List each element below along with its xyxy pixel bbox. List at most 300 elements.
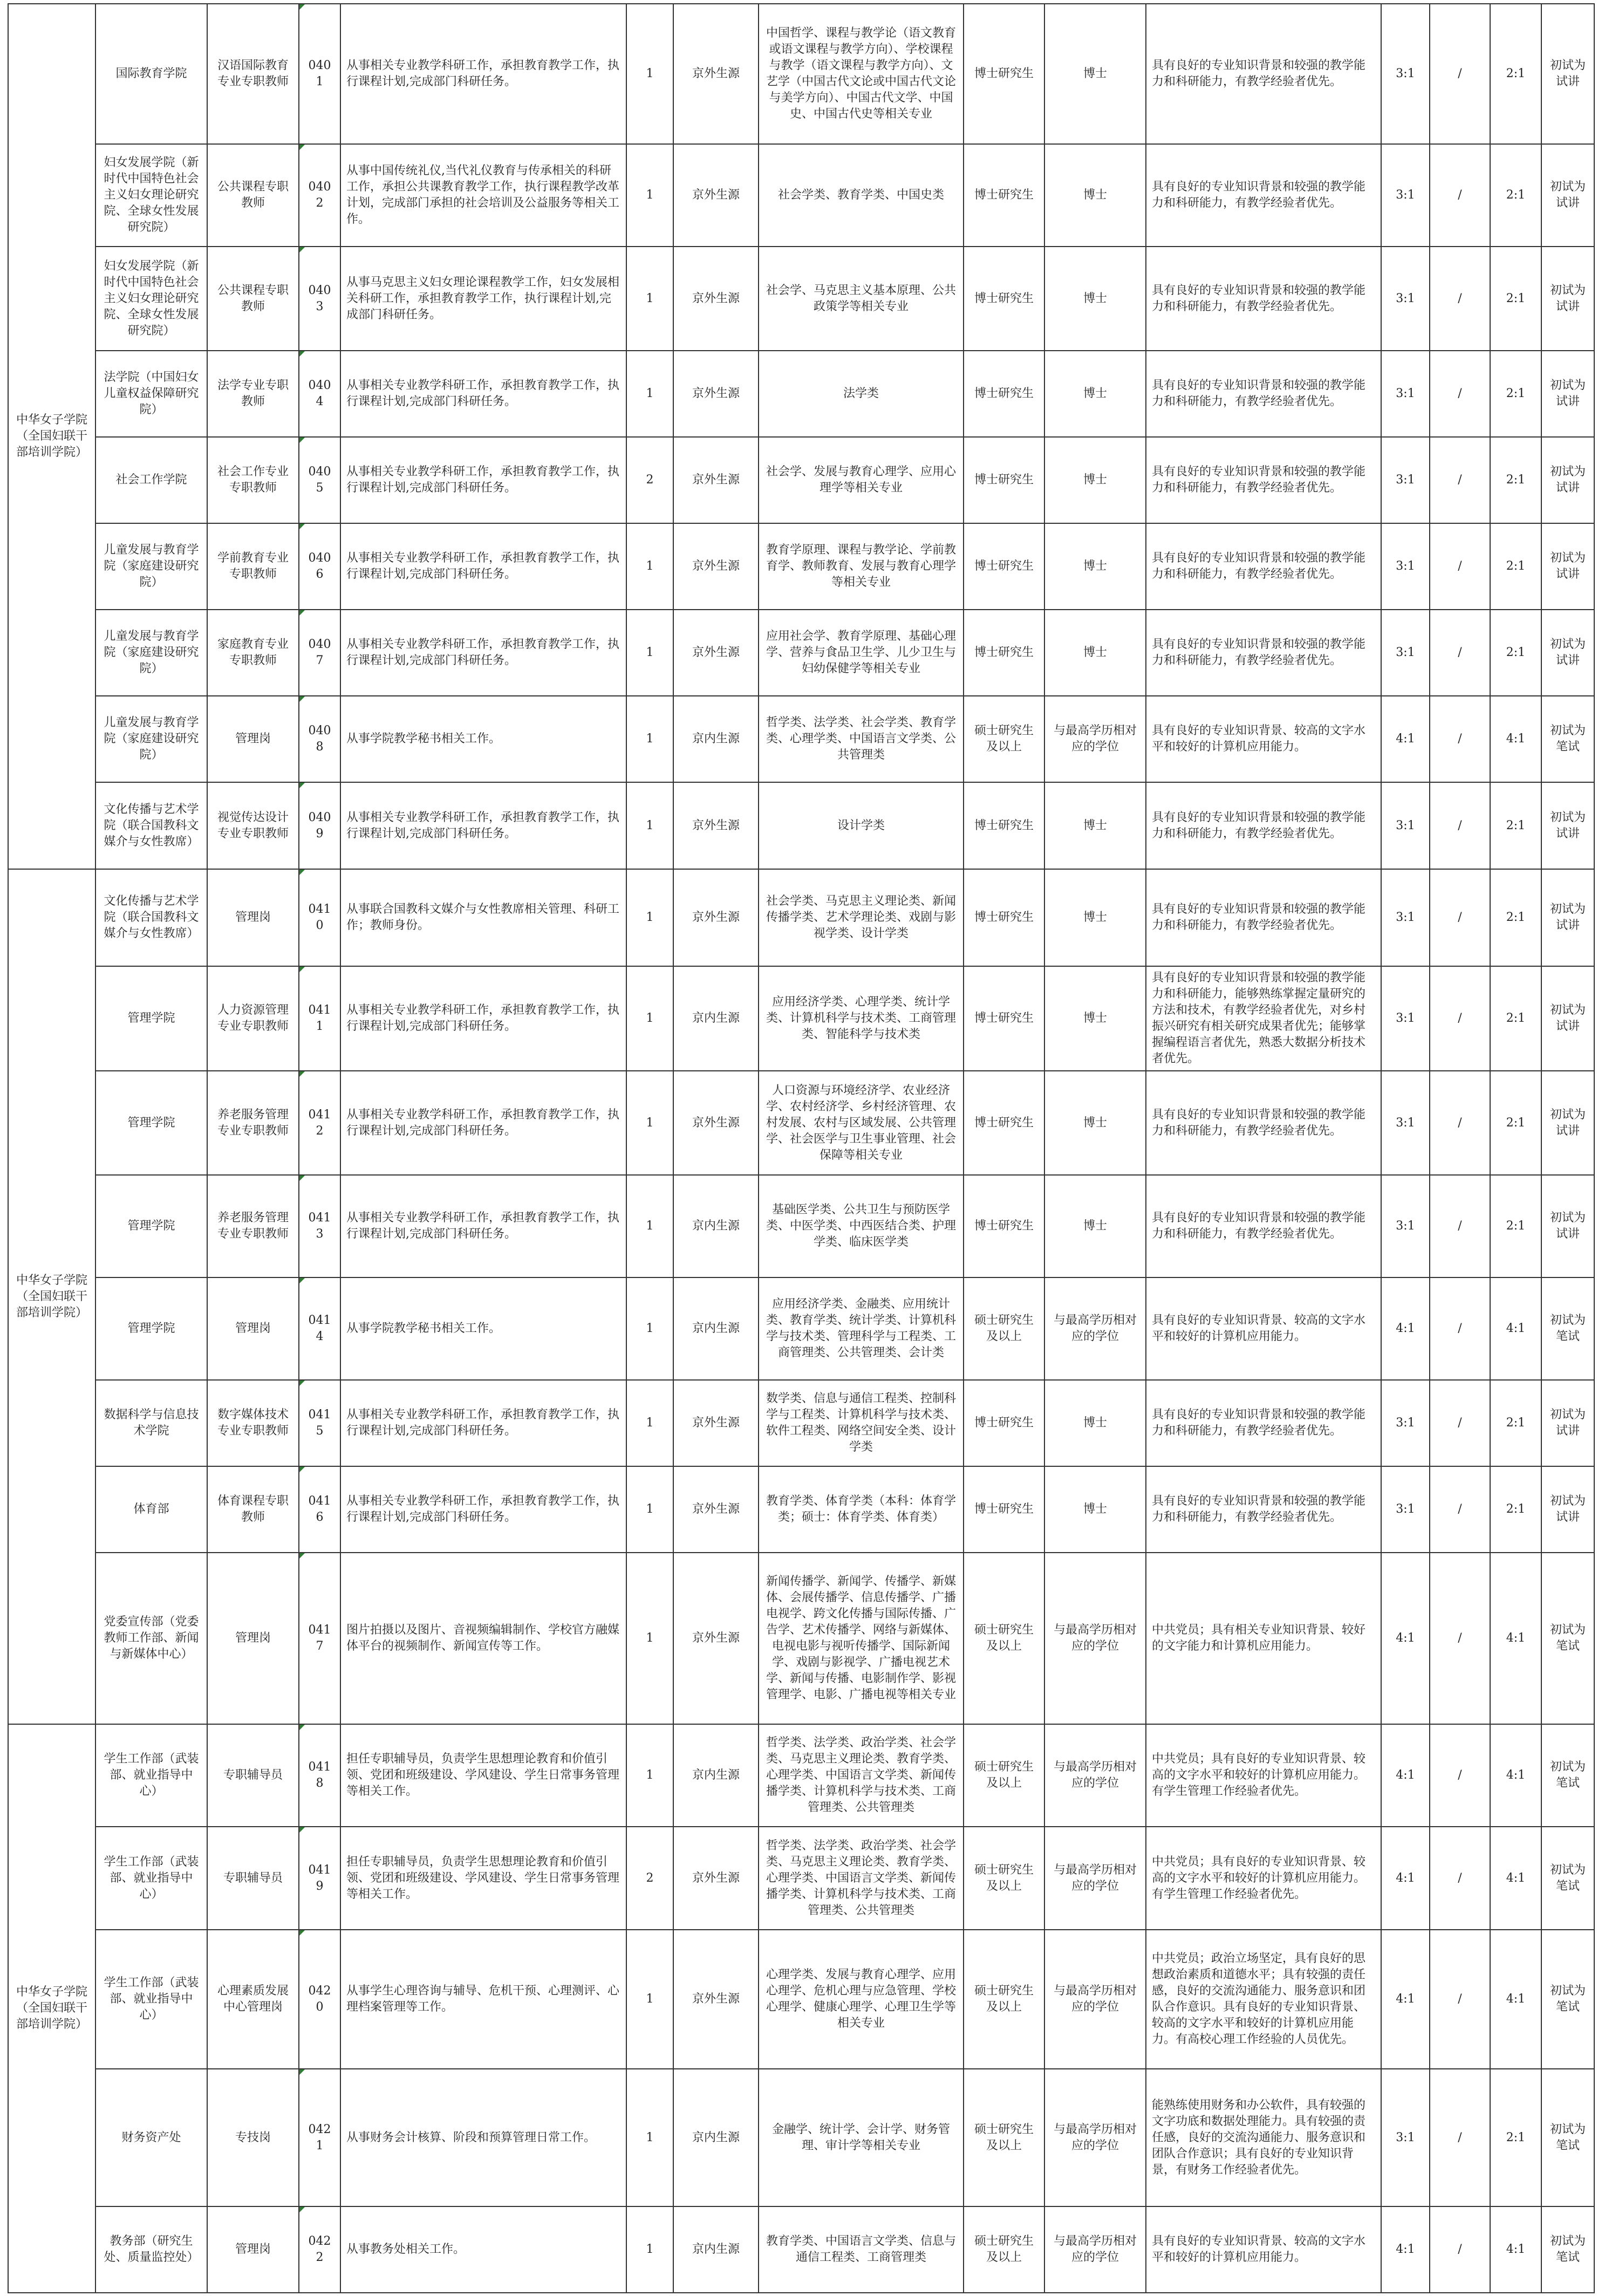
dept-cell: 教务部（研究生处、质量监控处）	[95, 2206, 207, 2293]
ratio-3-cell: 2:1	[1490, 351, 1541, 437]
dept-cell: 法学院（中国妇女儿童权益保障研究院）	[95, 351, 207, 437]
table-row	[8, 1277, 1594, 1380]
major-cell: 数学类、信息与通信工程类、控制科学与工程类、计算机科学与技术类、软件工程类、网络空间安全类、设计学类	[759, 1380, 964, 1466]
major-cell: 社会学类、教育学类、中国史类	[759, 144, 964, 247]
ratio-1-cell: 3:1	[1381, 1380, 1430, 1466]
post-code-cell: 0412	[299, 1071, 340, 1175]
post-cell: 社会工作专业专职教师	[207, 437, 299, 523]
major-cell: 基础医学类、公共卫生与预防医学类、中医学类、中西医结合类、护理学类、临床医学类	[759, 1175, 964, 1277]
headcount-cell: 1	[626, 696, 673, 782]
exam-method-cell: 初试为笔试	[1541, 1277, 1594, 1380]
exam-method-cell: 初试为试讲	[1541, 144, 1594, 247]
requirements-cell: 具有良好的专业知识背景和较强的教学能力和科研能力，有教学经验者优先。	[1146, 523, 1381, 610]
degree-cell: 博士	[1044, 610, 1146, 696]
table-row	[8, 966, 1594, 1071]
post-cell: 汉语国际教育专业专职教师	[207, 4, 299, 144]
ratio-3-cell: 2:1	[1490, 1071, 1541, 1175]
exam-method-cell: 初试为笔试	[1541, 2206, 1594, 2293]
duty-cell: 从事相关专业教学科研工作，承担教育教学工作，执行课程计划,完成部门科研任务。	[340, 1175, 626, 1277]
degree-cell: 博士	[1044, 523, 1146, 610]
ratio-3-cell: 2:1	[1490, 1380, 1541, 1466]
major-cell: 法学类	[759, 351, 964, 437]
exam-method-cell: 初试为试讲	[1541, 1175, 1594, 1277]
headcount-cell: 1	[626, 610, 673, 696]
major-cell: 教育学类、体育学类（本科：体育学类；硕士：体育学类、体育类）	[759, 1466, 964, 1553]
institution-cell: 中华女子学院（全国妇联干部培训学院）	[8, 869, 95, 1724]
source-cell: 京外生源	[673, 1380, 759, 1466]
post-cell: 法学专业专职教师	[207, 351, 299, 437]
education-cell: 博士研究生	[964, 869, 1044, 966]
post-code-cell: 0414	[299, 1277, 340, 1380]
duty-cell: 从事联合国教科文媒介与女性教席相关管理、科研工作；教师身份。	[340, 869, 626, 966]
headcount-cell: 1	[626, 523, 673, 610]
post-code-cell: 0408	[299, 696, 340, 782]
table-row	[8, 144, 1594, 247]
degree-cell: 与最高学历相对应的学位	[1044, 1724, 1146, 1827]
requirements-cell: 中共党员；具有相关专业知识背景、较好的文字能力和计算机应用能力。	[1146, 1553, 1381, 1724]
post-cell: 人力资源管理专业专职教师	[207, 966, 299, 1071]
degree-cell: 博士	[1044, 144, 1146, 247]
major-cell: 哲学类、法学类、社会学类、教育学类、心理学类、中国语言文学类、公共管理类	[759, 696, 964, 782]
duty-cell: 从事相关专业教学科研工作，承担教育教学工作，执行课程计划,完成部门科研任务。	[340, 1466, 626, 1553]
degree-cell: 博士	[1044, 782, 1146, 869]
source-cell: 京外生源	[673, 1466, 759, 1553]
requirements-cell: 具有良好的专业知识背景和较强的教学能力和科研能力，有教学经验者优先。	[1146, 782, 1381, 869]
duty-cell: 担任专职辅导员，负责学生思想理论教育和价值引领、党团和班级建设、学风建设、学生日常事务管理等相关工作。	[340, 1827, 626, 1930]
ratio-3-cell: 2:1	[1490, 782, 1541, 869]
degree-cell: 博士	[1044, 1175, 1146, 1277]
ratio-3-cell: 4:1	[1490, 1724, 1541, 1827]
post-code-cell: 0419	[299, 1827, 340, 1930]
post-code-cell: 0417	[299, 1553, 340, 1724]
degree-cell: 博士	[1044, 351, 1146, 437]
degree-cell: 与最高学历相对应的学位	[1044, 1277, 1146, 1380]
dept-cell: 妇女发展学院（新时代中国特色社会主义妇女理论研究院、全球女性发展研究院）	[95, 247, 207, 351]
post-code-cell: 0404	[299, 351, 340, 437]
education-cell: 博士研究生	[964, 247, 1044, 351]
ratio-1-cell: 3:1	[1381, 247, 1430, 351]
exam-method-cell: 初试为试讲	[1541, 1071, 1594, 1175]
dept-cell: 儿童发展与教育学院（家庭建设研究院）	[95, 696, 207, 782]
headcount-cell: 1	[626, 2206, 673, 2293]
post-code-cell: 0401	[299, 4, 340, 144]
source-cell: 京外生源	[673, 782, 759, 869]
exam-method-cell: 初试为试讲	[1541, 966, 1594, 1071]
ratio-2-cell: /	[1430, 610, 1490, 696]
source-cell: 京外生源	[673, 523, 759, 610]
post-code-cell: 0411	[299, 966, 340, 1071]
ratio-3-cell: 2:1	[1490, 437, 1541, 523]
ratio-1-cell: 3:1	[1381, 1466, 1430, 1553]
major-cell: 应用社会学、教育学原理、基础心理学、营养与食品卫生学、儿少卫生与妇幼保健学等相关专业	[759, 610, 964, 696]
table-row	[8, 1071, 1594, 1175]
post-cell: 专技岗	[207, 2069, 299, 2206]
ratio-3-cell: 2:1	[1490, 4, 1541, 144]
post-cell: 体育课程专职教师	[207, 1466, 299, 1553]
duty-cell: 从事相关专业教学科研工作，承担教育教学工作，执行课程计划,完成部门科研任务。	[340, 966, 626, 1071]
duty-cell: 从事相关专业教学科研工作，承担教育教学工作，执行课程计划,完成部门科研任务。	[340, 351, 626, 437]
requirements-cell: 具有良好的专业知识背景、较高的文字水平和较好的计算机应用能力。	[1146, 2206, 1381, 2293]
requirements-cell: 中共党员；具有良好的专业知识背景、较高的文字水平和较好的计算机应用能力。有学生管理工作经验者优先。	[1146, 1827, 1381, 1930]
post-code-cell: 0407	[299, 610, 340, 696]
exam-method-cell: 初试为试讲	[1541, 523, 1594, 610]
post-code-cell: 0413	[299, 1175, 340, 1277]
requirements-cell: 具有良好的专业知识背景和较强的教学能力和科研能力，有教学经验者优先。	[1146, 144, 1381, 247]
post-code-cell: 0405	[299, 437, 340, 523]
ratio-1-cell: 3:1	[1381, 437, 1430, 523]
source-cell: 京外生源	[673, 1930, 759, 2069]
ratio-3-cell: 2:1	[1490, 1175, 1541, 1277]
exam-method-cell: 初试为笔试	[1541, 1827, 1594, 1930]
major-cell: 新闻传播学、新闻学、传播学、新媒体、会展传播学、信息传播学、广播电视学、跨文化传播与国际传播、广告学、艺术传播学、网络与新媒体、电视电影与视听传播学、国际新闻学、戏剧与影视学、广播电视艺术学、新闻与传播、电影制作学、影视管理学、电影、广播电视等相关专业	[759, 1553, 964, 1724]
ratio-2-cell: /	[1430, 869, 1490, 966]
ratio-2-cell: /	[1430, 523, 1490, 610]
duty-cell: 从事相关专业教学科研工作，承担教育教学工作，执行课程计划,完成部门科研任务。	[340, 610, 626, 696]
ratio-2-cell: /	[1430, 1175, 1490, 1277]
duty-cell: 从事相关专业教学科研工作，承担教育教学工作，执行课程计划,完成部门科研任务。	[340, 523, 626, 610]
degree-cell: 博士	[1044, 966, 1146, 1071]
post-cell: 管理岗	[207, 2206, 299, 2293]
dept-cell: 管理学院	[95, 1071, 207, 1175]
duty-cell: 从事学院教学秘书相关工作。	[340, 1277, 626, 1380]
ratio-2-cell: /	[1430, 696, 1490, 782]
ratio-2-cell: /	[1430, 144, 1490, 247]
ratio-1-cell: 4:1	[1381, 2206, 1430, 2293]
ratio-2-cell: /	[1430, 782, 1490, 869]
degree-cell: 博士	[1044, 1380, 1146, 1466]
ratio-3-cell: 2:1	[1490, 1466, 1541, 1553]
major-cell: 社会学、发展与教育心理学、应用心理学等相关专业	[759, 437, 964, 523]
ratio-1-cell: 4:1	[1381, 1930, 1430, 2069]
ratio-1-cell: 3:1	[1381, 523, 1430, 610]
dept-cell: 学生工作部（武装部、就业指导中心）	[95, 1724, 207, 1827]
dept-cell: 学生工作部（武装部、就业指导中心）	[95, 1827, 207, 1930]
headcount-cell: 1	[626, 1380, 673, 1466]
ratio-2-cell: /	[1430, 4, 1490, 144]
exam-method-cell: 初试为笔试	[1541, 696, 1594, 782]
headcount-cell: 1	[626, 1466, 673, 1553]
ratio-3-cell: 2:1	[1490, 610, 1541, 696]
source-cell: 京内生源	[673, 2069, 759, 2206]
headcount-cell: 2	[626, 1827, 673, 1930]
post-code-cell: 0409	[299, 782, 340, 869]
degree-cell: 博士	[1044, 1071, 1146, 1175]
recruitment-table	[8, 3, 1595, 2293]
ratio-2-cell: /	[1430, 966, 1490, 1071]
education-cell: 硕士研究生及以上	[964, 1553, 1044, 1724]
education-cell: 硕士研究生及以上	[964, 1827, 1044, 1930]
post-cell: 数字媒体技术专业专职教师	[207, 1380, 299, 1466]
requirements-cell: 具有良好的专业知识背景和较强的教学能力和科研能力，有教学经验者优先。	[1146, 610, 1381, 696]
dept-cell: 党委宣传部（党委教师工作部、新闻与新媒体中心）	[95, 1553, 207, 1724]
post-cell: 家庭教育专业专职教师	[207, 610, 299, 696]
headcount-cell: 2	[626, 437, 673, 523]
post-cell: 管理岗	[207, 1277, 299, 1380]
table-row	[8, 437, 1594, 523]
exam-method-cell: 初试为试讲	[1541, 782, 1594, 869]
ratio-1-cell: 3:1	[1381, 610, 1430, 696]
education-cell: 硕士研究生及以上	[964, 1724, 1044, 1827]
degree-cell: 博士	[1044, 437, 1146, 523]
post-cell: 养老服务管理专业专职教师	[207, 1071, 299, 1175]
dept-cell: 管理学院	[95, 1175, 207, 1277]
ratio-2-cell: /	[1430, 1553, 1490, 1724]
degree-cell: 与最高学历相对应的学位	[1044, 2206, 1146, 2293]
major-cell: 教育学类、中国语言文学类、信息与通信工程类、工商管理类	[759, 2206, 964, 2293]
headcount-cell: 1	[626, 966, 673, 1071]
ratio-2-cell: /	[1430, 351, 1490, 437]
ratio-1-cell: 3:1	[1381, 144, 1430, 247]
requirements-cell: 具有良好的专业知识背景和较强的教学能力和科研能力，有教学经验者优先。	[1146, 1175, 1381, 1277]
table-row	[8, 2069, 1594, 2206]
ratio-2-cell: /	[1430, 1380, 1490, 1466]
source-cell: 京内生源	[673, 1175, 759, 1277]
ratio-3-cell: 2:1	[1490, 2069, 1541, 2206]
ratio-3-cell: 2:1	[1490, 966, 1541, 1071]
headcount-cell: 1	[626, 247, 673, 351]
ratio-2-cell: /	[1430, 1277, 1490, 1380]
education-cell: 硕士研究生及以上	[964, 1277, 1044, 1380]
requirements-cell: 具有良好的专业知识背景、较高的文字水平和较好的计算机应用能力。	[1146, 696, 1381, 782]
major-cell: 设计学类	[759, 782, 964, 869]
ratio-3-cell: 2:1	[1490, 869, 1541, 966]
post-code-cell: 0422	[299, 2206, 340, 2293]
post-code-cell: 0421	[299, 2069, 340, 2206]
headcount-cell: 1	[626, 1277, 673, 1380]
duty-cell: 从事财务会计核算、阶段和预算管理日常工作。	[340, 2069, 626, 2206]
requirements-cell: 具有良好的专业知识背景和较强的教学能力和科研能力，有教学经验者优先。	[1146, 437, 1381, 523]
major-cell: 金融学、统计学、会计学、财务管理、审计学等相关专业	[759, 2069, 964, 2206]
table-row	[8, 1930, 1594, 2069]
education-cell: 博士研究生	[964, 966, 1044, 1071]
post-code-cell: 0402	[299, 144, 340, 247]
ratio-3-cell: 4:1	[1490, 696, 1541, 782]
post-cell: 管理岗	[207, 1553, 299, 1724]
education-cell: 博士研究生	[964, 144, 1044, 247]
education-cell: 博士研究生	[964, 1380, 1044, 1466]
exam-method-cell: 初试为笔试	[1541, 2069, 1594, 2206]
headcount-cell: 1	[626, 1175, 673, 1277]
dept-cell: 儿童发展与教育学院（家庭建设研究院）	[95, 610, 207, 696]
post-cell: 公共课程专职教师	[207, 144, 299, 247]
major-cell: 教育学原理、课程与教学论、学前教育学、教师教育、发展与教育心理学等相关专业	[759, 523, 964, 610]
headcount-cell: 1	[626, 4, 673, 144]
headcount-cell: 1	[626, 1930, 673, 2069]
post-cell: 专职辅导员	[207, 1724, 299, 1827]
post-code-cell: 0420	[299, 1930, 340, 2069]
duty-cell: 从事相关专业教学科研工作，承担教育教学工作，执行课程计划,完成部门科研任务。	[340, 782, 626, 869]
exam-method-cell: 初试为试讲	[1541, 437, 1594, 523]
ratio-2-cell: /	[1430, 437, 1490, 523]
ratio-2-cell: /	[1430, 1827, 1490, 1930]
post-cell: 视觉传达设计专业专职教师	[207, 782, 299, 869]
duty-cell: 从事相关专业教学科研工作，承担教育教学工作，执行课程计划,完成部门科研任务。	[340, 1071, 626, 1175]
dept-cell: 文化传播与艺术学院（联合国教科文媒介与女性教席）	[95, 782, 207, 869]
headcount-cell: 1	[626, 1553, 673, 1724]
post-code-cell: 0415	[299, 1380, 340, 1466]
major-cell: 应用经济学类、金融类、应用统计类、教育学类、统计学类、计算机科学与技术类、管理科学与工程类、工商管理类、公共管理类、会计类	[759, 1277, 964, 1380]
source-cell: 京外生源	[673, 1071, 759, 1175]
major-cell: 哲学类、法学类、政治学类、社会学类、马克思主义理论类、教育学类、心理学类、中国语言文学类、新闻传播学类、计算机科学与技术类、工商管理类、公共管理类	[759, 1827, 964, 1930]
table-row	[8, 1175, 1594, 1277]
table-row	[8, 351, 1594, 437]
dept-cell: 体育部	[95, 1466, 207, 1553]
table-row	[8, 1827, 1594, 1930]
major-cell: 社会学、马克思主义基本原理、公共政策学等相关专业	[759, 247, 964, 351]
education-cell: 博士研究生	[964, 1071, 1044, 1175]
duty-cell: 从事教务处相关工作。	[340, 2206, 626, 2293]
institution-cell: 中华女子学院（全国妇联干部培训学院）	[8, 1724, 95, 2293]
source-cell: 京内生源	[673, 966, 759, 1071]
education-cell: 博士研究生	[964, 1466, 1044, 1553]
requirements-cell: 具有良好的专业知识背景和较强的教学能力和科研能力，有教学经验者优先。	[1146, 869, 1381, 966]
post-cell: 心理素质发展中心管理岗	[207, 1930, 299, 2069]
degree-cell: 博士	[1044, 1466, 1146, 1553]
ratio-3-cell: 2:1	[1490, 247, 1541, 351]
source-cell: 京外生源	[673, 437, 759, 523]
duty-cell: 图片拍摄以及图片、音视频编辑制作、学校官方融媒体平台的视频制作、新闻宣传等工作。	[340, 1553, 626, 1724]
dept-cell: 数据科学与信息技术学院	[95, 1380, 207, 1466]
ratio-2-cell: /	[1430, 1930, 1490, 2069]
post-code-cell: 0418	[299, 1724, 340, 1827]
headcount-cell: 1	[626, 782, 673, 869]
headcount-cell: 1	[626, 144, 673, 247]
headcount-cell: 1	[626, 869, 673, 966]
post-code-cell: 0416	[299, 1466, 340, 1553]
ratio-1-cell: 3:1	[1381, 966, 1430, 1071]
major-cell: 心理学类、发展与教育心理学、应用心理学、危机心理与应急管理、学校心理学、健康心理学、心理卫生学等相关专业	[759, 1930, 964, 2069]
duty-cell: 从事学院教学秘书相关工作。	[340, 696, 626, 782]
dept-cell: 财务资产处	[95, 2069, 207, 2206]
exam-method-cell: 初试为试讲	[1541, 1380, 1594, 1466]
requirements-cell: 具有良好的专业知识背景和较强的教学能力和科研能力，有教学经验者优先。	[1146, 1466, 1381, 1553]
table-row	[8, 1553, 1594, 1724]
ratio-2-cell: /	[1430, 247, 1490, 351]
table-row	[8, 523, 1594, 610]
requirements-cell: 能熟练使用财务和办公软件，具有较强的文字功底和数据处理能力。具有较强的责任感，良好的交流沟通能力、服务意识和团队合作意识；具有良好的专业知识背景，有财务工作经验者优先。	[1146, 2069, 1381, 2206]
table-row	[8, 1380, 1594, 1466]
ratio-1-cell: 4:1	[1381, 1724, 1430, 1827]
requirements-cell: 具有良好的专业知识背景和较强的教学能力和科研能力，有教学经验者优先。	[1146, 351, 1381, 437]
requirements-cell: 具有良好的专业知识背景和较强的教学能力和科研能力，有教学经验者优先。	[1146, 247, 1381, 351]
education-cell: 硕士研究生及以上	[964, 1930, 1044, 2069]
table-row	[8, 247, 1594, 351]
ratio-2-cell: /	[1430, 1724, 1490, 1827]
duty-cell: 担任专职辅导员，负责学生思想理论教育和价值引领、党团和班级建设、学风建设、学生日常事务管理等相关工作。	[340, 1724, 626, 1827]
dept-cell: 管理学院	[95, 1277, 207, 1380]
exam-method-cell: 初试为笔试	[1541, 1553, 1594, 1724]
post-code-cell: 0410	[299, 869, 340, 966]
source-cell: 京外生源	[673, 144, 759, 247]
education-cell: 博士研究生	[964, 4, 1044, 144]
degree-cell: 与最高学历相对应的学位	[1044, 696, 1146, 782]
exam-method-cell: 初试为试讲	[1541, 247, 1594, 351]
table-row	[8, 1466, 1594, 1553]
duty-cell: 从事相关专业教学科研工作，承担教育教学工作，执行课程计划,完成部门科研任务。	[340, 4, 626, 144]
ratio-2-cell: /	[1430, 1071, 1490, 1175]
table-row	[8, 4, 1594, 144]
duty-cell: 从事中国传统礼仪,当代礼仪教育与传承相关的科研工作，承担公共课教育教学工作，执行课程教学改革计划，完成部门承担的社会培训及公益服务等相关工作。	[340, 144, 626, 247]
headcount-cell: 1	[626, 1724, 673, 1827]
post-code-cell: 0406	[299, 523, 340, 610]
source-cell: 京内生源	[673, 1277, 759, 1380]
requirements-cell: 具有良好的专业知识背景、较高的文字水平和较好的计算机应用能力。	[1146, 1277, 1381, 1380]
table-row	[8, 2206, 1594, 2293]
degree-cell: 博士	[1044, 869, 1146, 966]
table-row	[8, 1724, 1594, 1827]
exam-method-cell: 初试为试讲	[1541, 4, 1594, 144]
education-cell: 博士研究生	[964, 1175, 1044, 1277]
ratio-1-cell: 3:1	[1381, 4, 1430, 144]
table-row	[8, 869, 1594, 966]
degree-cell: 与最高学历相对应的学位	[1044, 2069, 1146, 2206]
education-cell: 博士研究生	[964, 523, 1044, 610]
source-cell: 京外生源	[673, 247, 759, 351]
major-cell: 应用经济学类、心理学类、统计学类、计算机科学与技术类、工商管理类、智能科学与技术类	[759, 966, 964, 1071]
ratio-3-cell: 4:1	[1490, 1930, 1541, 2069]
ratio-3-cell: 4:1	[1490, 1553, 1541, 1724]
ratio-2-cell: /	[1430, 1466, 1490, 1553]
major-cell: 哲学类、法学类、政治学类、社会学类、马克思主义理论类、教育学类、心理学类、中国语言文学类、新闻传播学类、计算机科学与技术类、工商管理类、公共管理类	[759, 1724, 964, 1827]
ratio-1-cell: 3:1	[1381, 2069, 1430, 2206]
requirements-cell: 具有良好的专业知识背景和较强的教学能力和科研能力，有教学经验者优先。	[1146, 4, 1381, 144]
post-cell: 学前教育专业专职教师	[207, 523, 299, 610]
post-cell: 专职辅导员	[207, 1827, 299, 1930]
ratio-1-cell: 3:1	[1381, 782, 1430, 869]
source-cell: 京外生源	[673, 351, 759, 437]
source-cell: 京外生源	[673, 4, 759, 144]
post-code-cell: 0403	[299, 247, 340, 351]
ratio-2-cell: /	[1430, 2206, 1490, 2293]
exam-method-cell: 初试为笔试	[1541, 1724, 1594, 1827]
headcount-cell: 1	[626, 2069, 673, 2206]
duty-cell: 从事相关专业教学科研工作，承担教育教学工作，执行课程计划,完成部门科研任务。	[340, 437, 626, 523]
exam-method-cell: 初试为笔试	[1541, 1930, 1594, 2069]
ratio-3-cell: 2:1	[1490, 523, 1541, 610]
education-cell: 博士研究生	[964, 437, 1044, 523]
duty-cell: 从事马克思主义妇女理论课程教学工作，妇女发展相关科研工作，承担教育教学工作，执行课程计划,完成部门科研任务。	[340, 247, 626, 351]
post-cell: 养老服务管理专业专职教师	[207, 1175, 299, 1277]
major-cell: 人口资源与环境经济学、农业经济学、农村经济学、乡村经济管理、农村发展、农村与区域发展、公共管理学、社会医学与卫生事业管理、社会保障等相关专业	[759, 1071, 964, 1175]
ratio-1-cell: 4:1	[1381, 1827, 1430, 1930]
source-cell: 京外生源	[673, 869, 759, 966]
ratio-3-cell: 2:1	[1490, 144, 1541, 247]
dept-cell: 学生工作部（武装部、就业指导中心）	[95, 1930, 207, 2069]
headcount-cell: 1	[626, 351, 673, 437]
ratio-1-cell: 4:1	[1381, 1277, 1430, 1380]
dept-cell: 管理学院	[95, 966, 207, 1071]
post-cell: 管理岗	[207, 869, 299, 966]
post-cell: 管理岗	[207, 696, 299, 782]
exam-method-cell: 初试为试讲	[1541, 869, 1594, 966]
institution-cell: 中华女子学院（全国妇联干部培训学院）	[8, 4, 95, 869]
source-cell: 京内生源	[673, 1724, 759, 1827]
requirements-cell: 具有良好的专业知识背景和较强的教学能力和科研能力，有教学经验者优先。	[1146, 1380, 1381, 1466]
major-cell: 中国哲学、课程与教学论（语文教育或语文课程与教学方向）、学校课程与教学（语文课程与教学方向）、文艺学（中国古代文论或中国古代文论与美学方向）、中国古代文学、中国史、中国古代史等相关专业	[759, 4, 964, 144]
education-cell: 硕士研究生及以上	[964, 2206, 1044, 2293]
dept-cell: 儿童发展与教育学院（家庭建设研究院）	[95, 523, 207, 610]
degree-cell: 与最高学历相对应的学位	[1044, 1827, 1146, 1930]
source-cell: 京外生源	[673, 1827, 759, 1930]
dept-cell: 国际教育学院	[95, 4, 207, 144]
ratio-3-cell: 4:1	[1490, 1277, 1541, 1380]
table-row	[8, 696, 1594, 782]
ratio-1-cell: 3:1	[1381, 869, 1430, 966]
requirements-cell: 具有良好的专业知识背景和较强的教学能力和科研能力，能够熟练掌握定量研究的方法和技术，有教学经验者优先，对乡村振兴研究有相关研究成果者优先；能够掌握编程语言者优先，熟悉大数据分析技术者优先。	[1146, 966, 1381, 1071]
exam-method-cell: 初试为试讲	[1541, 610, 1594, 696]
headcount-cell: 1	[626, 1071, 673, 1175]
requirements-cell: 中共党员；政治立场坚定，具有良好的思想政治素质和道德水平；具有较强的责任感，良好的交流沟通能力、服务意识和团队合作意识。具有良好的专业知识背景、较高的文字水平和较好的计算机应用能力。有高校心理工作经验的人员优先。	[1146, 1930, 1381, 2069]
